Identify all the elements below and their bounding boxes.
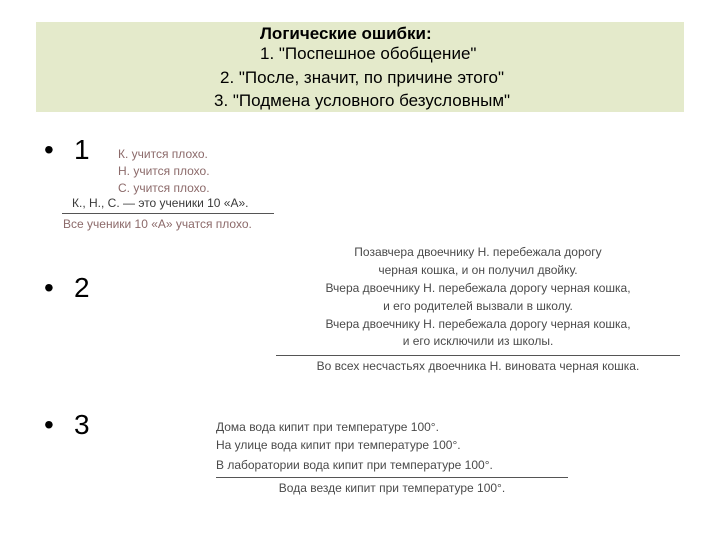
example-2-premise: Вчера двоечнику Н. перебежала дорогу черная кошка,	[325, 281, 631, 295]
bullet-1	[44, 135, 90, 165]
bullet-number: 3	[74, 409, 90, 440]
example-3-divider	[216, 477, 568, 478]
example-2-conclusion: Во всех несчастьях двоечника Н. виновата черная кошка.	[316, 359, 640, 373]
header-item-1: 1. "Поспешное обобщение"	[260, 44, 477, 63]
example-3-premise: В лаборатории вода кипит при температуре 100°.	[216, 458, 493, 472]
example-2-premise: Позавчера двоечнику Н. перебежала дорогу	[354, 245, 602, 259]
header-title: Логические ошибки:	[260, 24, 432, 43]
header-item-3: 3. "Подмена условного безусловным"	[214, 91, 511, 110]
example-1-divider	[62, 213, 274, 214]
example-1-conclusion: Все ученики 10 «А» учатся плохо.	[63, 217, 252, 231]
example-1-summary: К., Н., С. — это ученики 10 «А».	[72, 196, 249, 210]
header-panel	[36, 22, 684, 112]
example-2-premise: Вчера двоечнику Н. перебежала дорогу черная кошка,	[325, 317, 631, 331]
bullet-number: 2	[74, 272, 90, 303]
example-2-divider	[276, 355, 680, 356]
example-1-premise: К. учится плохо.	[118, 147, 208, 161]
bullet-2	[44, 273, 90, 303]
bullet-marker: •	[44, 134, 54, 165]
example-2-premise: черная кошка, и он получил двойку.	[378, 263, 578, 277]
example-1-premise: Н. учится плохо.	[118, 164, 210, 178]
bullet-marker: •	[44, 409, 54, 440]
bullet-number: 1	[74, 134, 90, 165]
bullet-3	[44, 410, 90, 440]
example-3-premise: Дома вода кипит при температуре 100°.	[216, 420, 439, 434]
example-1-premise: С. учится плохо.	[118, 181, 210, 195]
example-3-premise: На улице вода кипит при температуре 100°.	[216, 438, 461, 452]
example-2-premise: и его родителей вызвали в школу.	[383, 299, 573, 313]
bullet-marker: •	[44, 272, 54, 303]
header-item-2: 2. "После, значит, по причине этого"	[220, 68, 505, 87]
example-2-premise: и его исключили из школы.	[402, 334, 554, 348]
example-3-conclusion: Вода везде кипит при температуре 100°.	[278, 481, 506, 495]
